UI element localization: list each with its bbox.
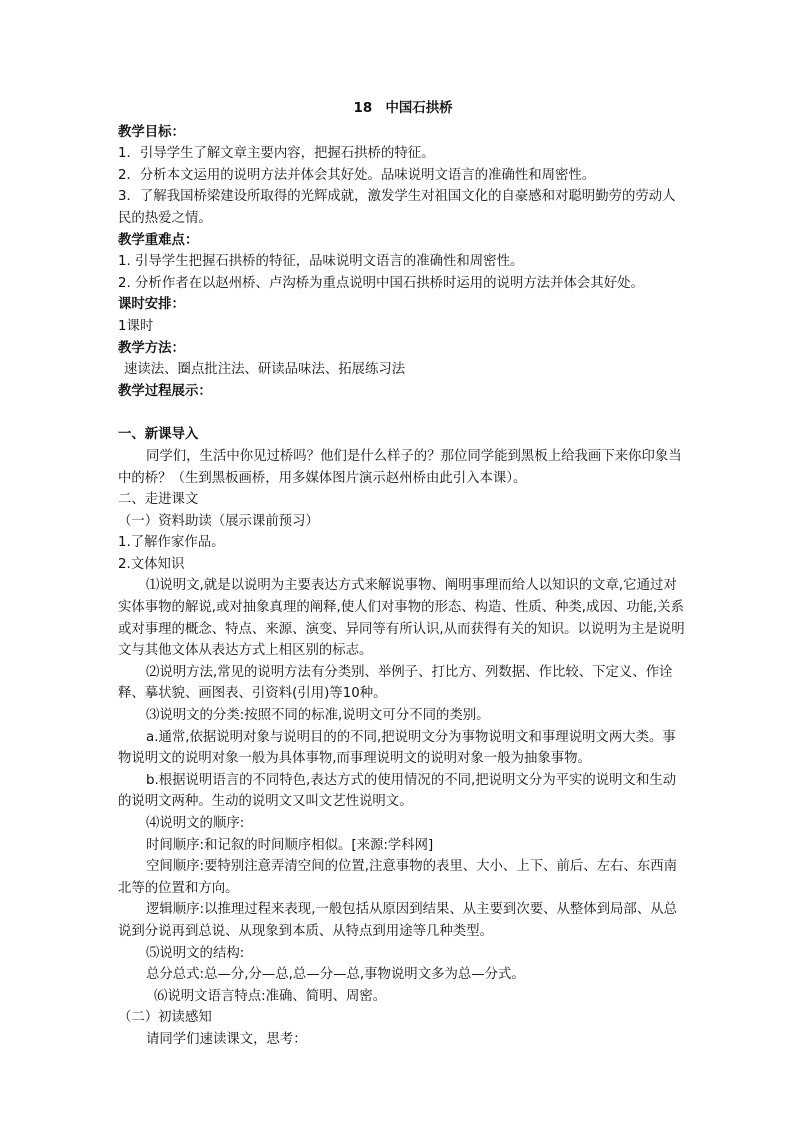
knowledge-paragraph: 逻辑顺序:以推理过程来表现,一般包括从原因到结果、从主要到次要、从整体到局部、从总说到分说再到总说、从现象到本质、从特点到用途等几种类型。 [118, 902, 677, 939]
first-reading-text: 请同学们速读课文，思考： [146, 1031, 307, 1047]
knowledge-paragraph: 总分总式:总—分,分—总,总—分—总,事物说明文多为总—分式。 [146, 967, 525, 983]
knowledge-paragraph: ⑴说明文,就是以说明为主要表达方式来解说事物、阐明事理而给人以知识的文章,它通过对实体事物的解说,或对抽象真理的阐释,使人们对事物的形态、构造、性质、种类,成因、功能,关系或对事理的概念、特点、来源、演变、异同等有所认识,从而获得有关的知识。以说明为主是说明文与其他文体从表达方式上相区别的标志。 [118, 578, 685, 659]
subsection-first-reading: （二）初读感知 [118, 1010, 212, 1026]
goals-heading: 教学目标： [118, 124, 185, 140]
section-intro-text: 同学们，生活中你见过桥吗？他们是什么样子的？那位同学能到黑板上给我画下来你印象当中的桥？（生到黑板画桥，用多媒体图片演示赵州桥由此引入本课）。 [118, 448, 682, 486]
knowledge-paragraph: 时间顺序:和记叙的时间顺序相似。[来源:学科网] [146, 837, 434, 853]
key-point-item: 1. 引导学生把握石拱桥的特征，品味说明文语言的准确性和周密性。 [118, 254, 524, 270]
method-heading: 教学方法： [118, 340, 185, 356]
knowledge-paragraph: ⑶说明文的分类:按照不同的标准,说明文可分不同的类别。 [146, 708, 490, 724]
knowledge-paragraph: 空间顺序:要特别注意弄清空间的位置,注意事物的表里、大小、上下、前后、左右、东西南北等的位置和方向。 [118, 859, 677, 896]
knowledge-paragraph: ⑵说明方法,常见的说明方法有分类别、举例子、打比方、列数据、作比较、下定义、作诠释、摹状貌、画图表、引资料(引用)等10种。 [118, 664, 673, 702]
knowledge-paragraph: b.根据说明语言的不同特色,表达方式的使用情况的不同,把说明文分为平实的说明文和生动的说明文两种。生动的说明文又叫文艺性说明文。 [118, 772, 677, 810]
key-point-item: 2. 分析作者在以赵州桥、卢沟桥为重点说明中国石拱桥时运用的说明方法并体会其好处。 [118, 275, 644, 291]
list-item: 1.了解作家作品。 [118, 535, 225, 551]
goal-item: 2．分析本文运用的说明方法并体会其好处。品味说明文语言的准确性和周密性。 [118, 167, 596, 183]
knowledge-paragraph: ⑷说明文的顺序: [146, 816, 245, 831]
page-title: 18 中国石拱桥 [353, 101, 453, 116]
document-body [118, 98, 688, 1051]
method-text: 速读法、圈点批注法、研读品味法、拓展练习法 [124, 362, 406, 378]
subsection-reading-aid: （一）资料助读（展示课前预习） [118, 513, 319, 529]
goal-item: 3．了解我国桥梁建设所取得的光辉成就，激发学生对祖国文化的自豪感和对聪明勤劳的劳动人民的热爱之情。 [118, 189, 676, 226]
knowledge-paragraph: a.通常,依据说明对象与说明目的的不同,把说明文分为事物说明文和事理说明文两大类。事物说明文的说明对象一般为具体事物,而事理说明文的说明对象一般为抽象事物。 [118, 729, 676, 767]
schedule-heading: 课时安排： [118, 297, 185, 313]
section-text-heading: 二、走进课文 [118, 492, 199, 508]
goal-item: 1．引导学生了解文章主要内容，把握石拱桥的特征。 [118, 146, 435, 162]
knowledge-paragraph: ⑸说明文的结构: [146, 945, 245, 961]
key-points-heading: 教学重难点： [118, 232, 199, 248]
blank-line [118, 402, 688, 424]
process-heading: 教学过程展示： [118, 383, 212, 399]
list-item: 2.文体知识 [118, 556, 185, 572]
schedule-text: 1课时 [118, 318, 154, 334]
section-intro-heading: 一、新课导入 [118, 427, 199, 443]
knowledge-paragraph: ⑹说明文语言特点:准确、简明、周密。 [154, 988, 387, 1004]
